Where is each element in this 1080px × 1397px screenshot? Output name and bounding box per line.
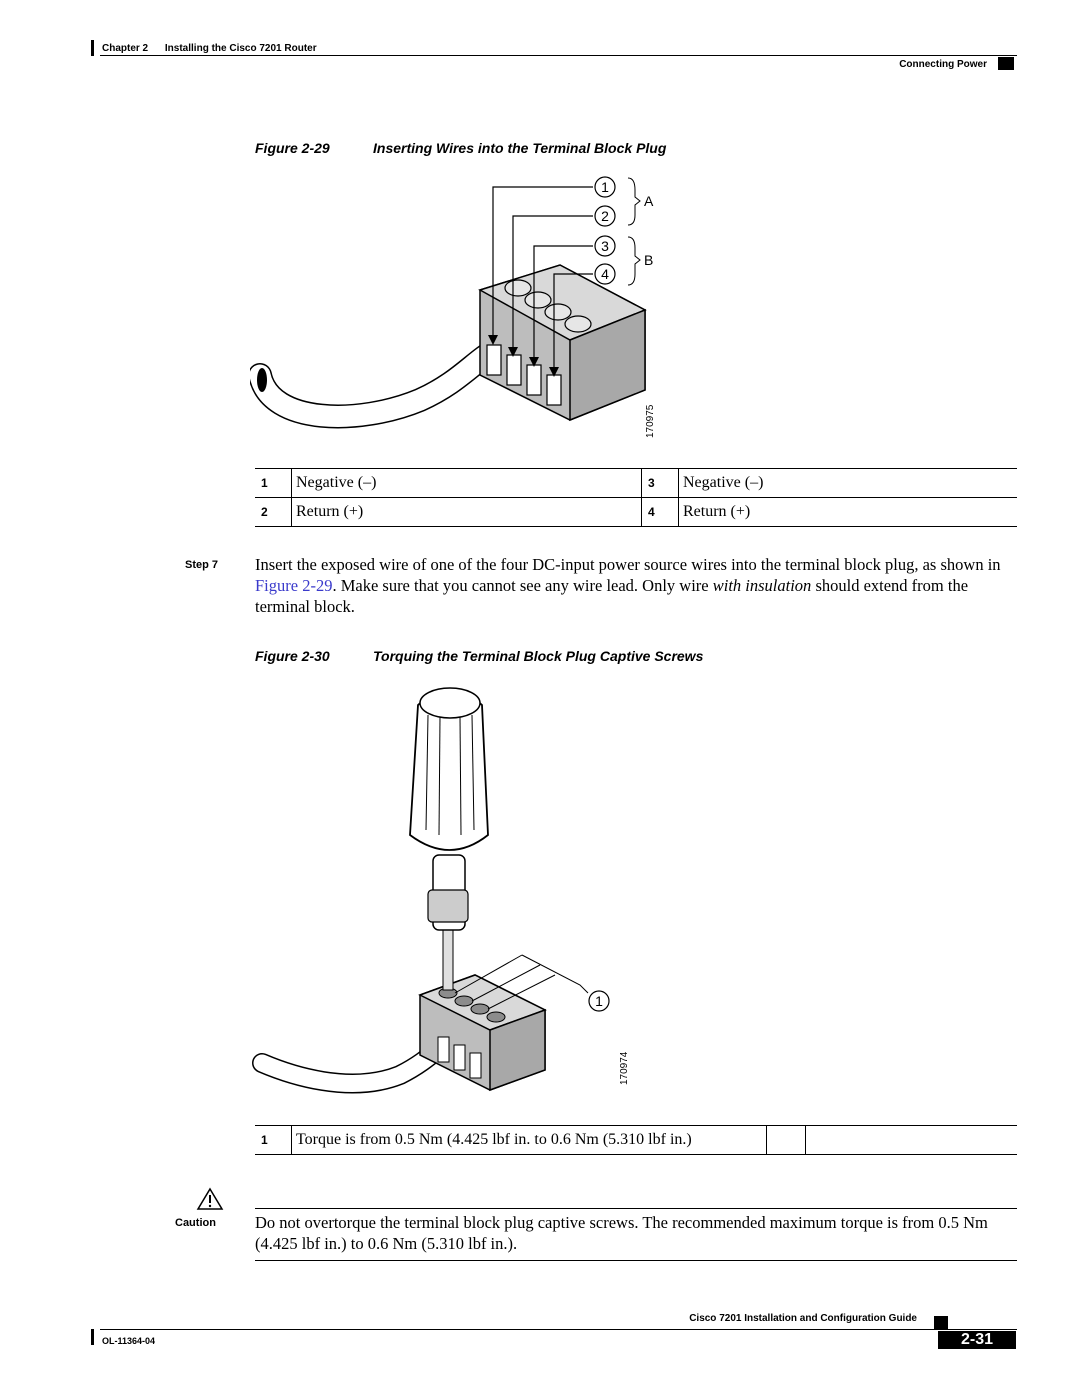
figure-30-legend — [255, 1126, 1017, 1155]
footer-doc-number: OL-11364-04 — [102, 1336, 156, 1346]
callout-2: 2 — [601, 208, 609, 224]
footer-rule — [100, 1329, 1017, 1330]
figure-29-art-id: 170975 — [645, 404, 656, 438]
legend-text: Negative (–) — [292, 469, 642, 498]
terminal-block-wiring-illustration — [250, 170, 670, 450]
figure-29-number: Figure 2-29 — [255, 140, 330, 156]
legend-number: 1 — [261, 476, 268, 490]
legend-number: 1 — [261, 1133, 268, 1147]
legend-row — [255, 1126, 1017, 1155]
callout-1: 1 — [595, 993, 603, 1009]
figure-30-number: Figure 2-30 — [255, 648, 330, 664]
legend-empty — [767, 1126, 806, 1155]
footer-bar — [91, 1329, 94, 1345]
step-text-after: should extend from the terminal block. — [255, 576, 969, 616]
step-text — [255, 554, 1017, 617]
header-rule — [100, 55, 1017, 56]
footer-guide-title: Cisco 7201 Installation and Configuration Guide — [689, 1313, 917, 1324]
step-text-before: Insert the exposed wire of one of the four DC-input power source wires into the terminal block plug, as shown in — [255, 555, 1001, 574]
header-bar — [91, 40, 94, 56]
header-chapter — [102, 43, 331, 54]
step-text-emphasis: with insulation — [712, 576, 812, 595]
figure-30-title: Torquing the Terminal Block Plug Captive Screws — [373, 648, 704, 664]
legend-row — [255, 498, 1017, 527]
caution-label: Caution — [175, 1217, 216, 1229]
legend-text: Return (+) — [292, 498, 642, 527]
group-label-b: B — [644, 252, 654, 268]
step-label: Step 7 — [185, 559, 219, 571]
screwdriver-torque-illustration — [250, 675, 650, 1105]
caution-rule-bottom — [255, 1260, 1017, 1261]
callout-1: 1 — [601, 179, 609, 195]
caution-rule-top — [255, 1208, 1017, 1209]
legend-text: Return (+) — [679, 498, 1018, 527]
callout-3: 3 — [601, 238, 609, 254]
footer-marker — [934, 1316, 948, 1330]
figure-30-caption — [255, 648, 703, 664]
legend-text: Negative (–) — [679, 469, 1018, 498]
legend-number: 3 — [642, 469, 679, 498]
caution-icon — [196, 1187, 224, 1211]
step-text-middle: . Make sure that you cannot see any wire lead. Only wire — [332, 576, 713, 595]
chapter-number: Chapter 2 — [102, 43, 149, 54]
figure-29-caption — [255, 140, 666, 156]
figure-29-legend — [255, 469, 1017, 527]
legend-number: 4 — [642, 498, 679, 527]
caution-text: Do not overtorque the terminal block plug captive screws. The recommended maximum torque is from 0.5 Nm (4.425 lbf in.) to 0.6 Nm (5.310 lbf in.). — [255, 1213, 988, 1253]
chapter-title: Installing the Cisco 7201 Router — [164, 43, 317, 54]
header-marker — [998, 57, 1014, 70]
figure-29-link[interactable]: Figure 2-29 — [255, 576, 333, 595]
callout-4: 4 — [601, 266, 609, 282]
figure-29-title: Inserting Wires into the Terminal Block Plug — [373, 140, 667, 156]
header-section: Connecting Power — [899, 59, 987, 70]
legend-row — [255, 469, 1017, 498]
legend-empty — [806, 1126, 1018, 1155]
page-number: 2-31 — [938, 1331, 1016, 1349]
figure-30-art-id: 170974 — [619, 1051, 630, 1085]
group-label-a: A — [644, 193, 654, 209]
legend-text: Torque is from 0.5 Nm (4.425 lbf in. to 0.6 Nm (5.310 lbf in.) — [292, 1126, 767, 1155]
legend-number: 2 — [261, 505, 268, 519]
